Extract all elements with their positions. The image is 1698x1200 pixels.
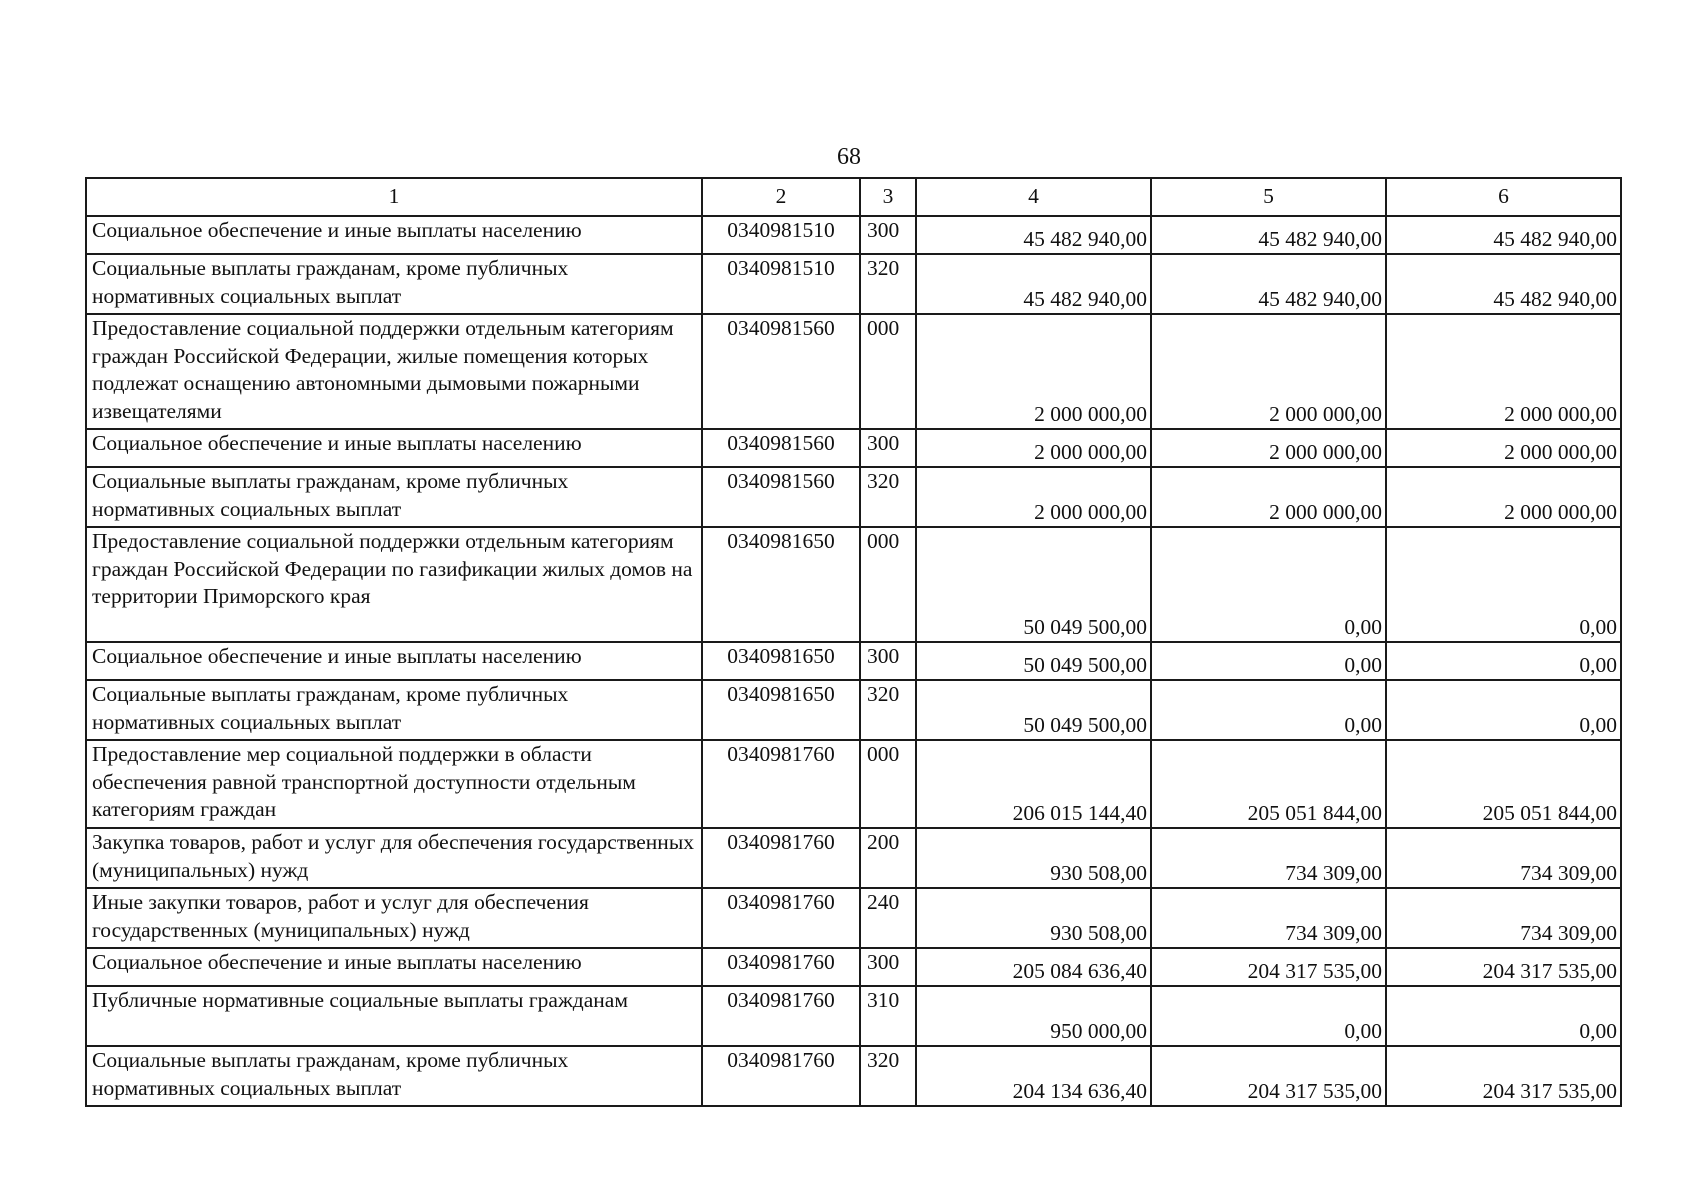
- row-vr-cell: 000: [860, 314, 916, 429]
- row-value-col5: 0,00: [1151, 680, 1386, 740]
- header-cell-3: 3: [860, 178, 916, 216]
- table-row: [86, 642, 1621, 680]
- row-csr-cell: 0340981760: [702, 740, 860, 828]
- row-value-col6: 45 482 940,00: [1386, 254, 1621, 314]
- row-value-col5: 2 000 000,00: [1151, 314, 1386, 429]
- row-name-cell: Предоставление социальной поддержки отдельным категориям граждан Российской Федерации по газификации жилых домов на территории Приморского края: [86, 527, 702, 642]
- row-value-col5: 204 317 535,00: [1151, 1046, 1386, 1106]
- row-name-cell: Социальные выплаты гражданам, кроме публичных нормативных социальных выплат: [86, 467, 702, 527]
- row-value-col5: 45 482 940,00: [1151, 216, 1386, 254]
- row-value-col6: 0,00: [1386, 527, 1621, 642]
- row-vr-cell: 320: [860, 254, 916, 314]
- row-value-col4: 45 482 940,00: [916, 254, 1151, 314]
- row-name-cell: Социальные выплаты гражданам, кроме публичных нормативных социальных выплат: [86, 680, 702, 740]
- row-value-col5: 0,00: [1151, 986, 1386, 1046]
- row-value-col6: 734 309,00: [1386, 888, 1621, 948]
- row-vr-cell: 200: [860, 828, 916, 888]
- row-value-col6: 0,00: [1386, 642, 1621, 680]
- row-name-cell: Социальное обеспечение и иные выплаты населению: [86, 216, 702, 254]
- header-cell-1: 1: [86, 178, 702, 216]
- row-vr-cell: 000: [860, 527, 916, 642]
- row-value-col4: 930 508,00: [916, 888, 1151, 948]
- page-number: 68: [837, 144, 861, 170]
- table-header-row: [86, 178, 1621, 216]
- row-csr-cell: 0340981650: [702, 642, 860, 680]
- row-name-cell: Предоставление мер социальной поддержки в области обеспечения равной транспортной доступности отдельным категориям граждан: [86, 740, 702, 828]
- table-row: [86, 828, 1621, 888]
- table-row: [86, 948, 1621, 986]
- header-cell-4: 4: [916, 178, 1151, 216]
- row-value-col5: 45 482 940,00: [1151, 254, 1386, 314]
- table-row: [86, 527, 1621, 642]
- row-value-col4: 2 000 000,00: [916, 429, 1151, 467]
- table-row: [86, 467, 1621, 527]
- row-value-col5: 734 309,00: [1151, 828, 1386, 888]
- row-value-col5: 205 051 844,00: [1151, 740, 1386, 828]
- row-value-col6: 45 482 940,00: [1386, 216, 1621, 254]
- row-value-col4: 930 508,00: [916, 828, 1151, 888]
- row-csr-cell: 0340981650: [702, 527, 860, 642]
- row-csr-cell: 0340981760: [702, 1046, 860, 1106]
- row-value-col5: 2 000 000,00: [1151, 429, 1386, 467]
- row-csr-cell: 0340981760: [702, 888, 860, 948]
- row-name-cell: Социальное обеспечение и иные выплаты населению: [86, 948, 702, 986]
- row-name-cell: Социальные выплаты гражданам, кроме публичных нормативных социальных выплат: [86, 1046, 702, 1106]
- row-name-cell: Социальное обеспечение и иные выплаты населению: [86, 642, 702, 680]
- row-value-col4: 2 000 000,00: [916, 467, 1151, 527]
- row-vr-cell: 320: [860, 467, 916, 527]
- row-csr-cell: 0340981760: [702, 828, 860, 888]
- row-value-col4: 204 134 636,40: [916, 1046, 1151, 1106]
- row-name-cell: Социальное обеспечение и иные выплаты населению: [86, 429, 702, 467]
- row-value-col4: 2 000 000,00: [916, 314, 1151, 429]
- table-row: [86, 429, 1621, 467]
- table-row: [86, 888, 1621, 948]
- row-vr-cell: 320: [860, 1046, 916, 1106]
- row-csr-cell: 0340981650: [702, 680, 860, 740]
- row-name-cell: Закупка товаров, работ и услуг для обеспечения государственных (муниципальных) нужд: [86, 828, 702, 888]
- row-value-col6: 205 051 844,00: [1386, 740, 1621, 828]
- row-value-col6: 2 000 000,00: [1386, 314, 1621, 429]
- table-row: [86, 1046, 1621, 1106]
- row-name-cell: Иные закупки товаров, работ и услуг для обеспечения государственных (муниципальных) нужд: [86, 888, 702, 948]
- row-value-col5: 0,00: [1151, 642, 1386, 680]
- row-vr-cell: 300: [860, 948, 916, 986]
- row-csr-cell: 0340981560: [702, 429, 860, 467]
- row-value-col4: 45 482 940,00: [916, 216, 1151, 254]
- row-csr-cell: 0340981560: [702, 314, 860, 429]
- row-value-col6: 0,00: [1386, 986, 1621, 1046]
- row-value-col6: 2 000 000,00: [1386, 467, 1621, 527]
- row-value-col6: 2 000 000,00: [1386, 429, 1621, 467]
- row-csr-cell: 0340981760: [702, 986, 860, 1046]
- row-csr-cell: 0340981510: [702, 254, 860, 314]
- row-value-col5: 204 317 535,00: [1151, 948, 1386, 986]
- row-name-cell: Социальные выплаты гражданам, кроме публичных нормативных социальных выплат: [86, 254, 702, 314]
- row-vr-cell: 300: [860, 216, 916, 254]
- table-row: [86, 216, 1621, 254]
- table-row: [86, 680, 1621, 740]
- row-vr-cell: 000: [860, 740, 916, 828]
- header-cell-6: 6: [1386, 178, 1621, 216]
- row-value-col6: 734 309,00: [1386, 828, 1621, 888]
- row-value-col4: 206 015 144,40: [916, 740, 1151, 828]
- header-cell-2: 2: [702, 178, 860, 216]
- row-value-col6: 204 317 535,00: [1386, 1046, 1621, 1106]
- row-vr-cell: 320: [860, 680, 916, 740]
- row-name-cell: Публичные нормативные социальные выплаты гражданам: [86, 986, 702, 1046]
- row-value-col5: 0,00: [1151, 527, 1386, 642]
- table-row: [86, 986, 1621, 1046]
- row-vr-cell: 310: [860, 986, 916, 1046]
- row-value-col4: 50 049 500,00: [916, 527, 1151, 642]
- table-row: [86, 254, 1621, 314]
- header-cell-5: 5: [1151, 178, 1386, 216]
- budget-table: [85, 177, 1622, 1107]
- row-value-col4: 50 049 500,00: [916, 680, 1151, 740]
- row-csr-cell: 0340981560: [702, 467, 860, 527]
- row-value-col5: 734 309,00: [1151, 888, 1386, 948]
- row-value-col4: 950 000,00: [916, 986, 1151, 1046]
- row-csr-cell: 0340981760: [702, 948, 860, 986]
- row-value-col4: 205 084 636,40: [916, 948, 1151, 986]
- row-value-col4: 50 049 500,00: [916, 642, 1151, 680]
- table-row: [86, 740, 1621, 828]
- row-value-col6: 0,00: [1386, 680, 1621, 740]
- row-vr-cell: 300: [860, 429, 916, 467]
- row-value-col6: 204 317 535,00: [1386, 948, 1621, 986]
- row-vr-cell: 240: [860, 888, 916, 948]
- row-csr-cell: 0340981510: [702, 216, 860, 254]
- table-row: [86, 314, 1621, 429]
- row-name-cell: Предоставление социальной поддержки отдельным категориям граждан Российской Федерации, жилые помещения которых подлежат оснащению автономными дымовыми пожарными извещателями: [86, 314, 702, 429]
- row-vr-cell: 300: [860, 642, 916, 680]
- row-value-col5: 2 000 000,00: [1151, 467, 1386, 527]
